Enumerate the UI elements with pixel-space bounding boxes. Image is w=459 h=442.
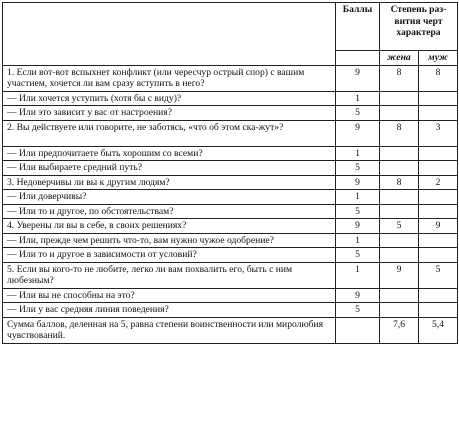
points-cell: 9 bbox=[336, 288, 380, 303]
husband-cell: 8 bbox=[419, 65, 458, 91]
wife-cell: 9 bbox=[380, 262, 419, 288]
question-cell: 5. Если вы кого-то не любите, легко ли вам похвалить его, быть с ним любезным? bbox=[3, 262, 336, 288]
points-cell: 1 bbox=[336, 262, 380, 288]
table-row bbox=[3, 204, 458, 219]
table-row bbox=[3, 65, 458, 91]
husband-cell bbox=[419, 288, 458, 303]
question-cell: — Или то и другое, по обстоятельствам? bbox=[3, 204, 336, 219]
question-cell: — Или у вас средняя линия поведения? bbox=[3, 303, 336, 318]
husband-total-cell: 5,4 bbox=[419, 317, 458, 343]
question-cell: — Или выбираете средний путь? bbox=[3, 161, 336, 176]
husband-cell bbox=[419, 204, 458, 219]
header-question-blank bbox=[3, 3, 336, 66]
husband-cell bbox=[419, 106, 458, 121]
husband-cell bbox=[419, 91, 458, 106]
points-cell: 1 bbox=[336, 233, 380, 248]
questionnaire-table bbox=[2, 2, 458, 344]
points-cell: 9 bbox=[336, 65, 380, 91]
points-cell: 5 bbox=[336, 204, 380, 219]
wife-cell bbox=[380, 233, 419, 248]
points-cell: 5 bbox=[336, 303, 380, 318]
points-cell: 5 bbox=[336, 161, 380, 176]
husband-cell bbox=[419, 233, 458, 248]
table-row bbox=[3, 262, 458, 288]
points-cell: 9 bbox=[336, 219, 380, 234]
wife-cell: 8 bbox=[380, 65, 419, 91]
points-cell: 1 bbox=[336, 146, 380, 161]
table-row bbox=[3, 175, 458, 190]
wife-cell: 8 bbox=[380, 120, 419, 146]
question-cell: 4. Уверены ли вы в себе, в своих решениях? bbox=[3, 219, 336, 234]
husband-cell bbox=[419, 190, 458, 205]
question-cell: 3. Недоверчивы ли вы к другим людям? bbox=[3, 175, 336, 190]
question-cell: — Или доверчивы? bbox=[3, 190, 336, 205]
question-cell: — Или это зависит у вас от настроения? bbox=[3, 106, 336, 121]
table-row bbox=[3, 146, 458, 161]
table-row bbox=[3, 248, 458, 263]
husband-cell bbox=[419, 303, 458, 318]
wife-cell: 8 bbox=[380, 175, 419, 190]
header-points-blank bbox=[336, 51, 380, 66]
wife-cell: 5 bbox=[380, 219, 419, 234]
wife-cell bbox=[380, 146, 419, 161]
table-row bbox=[3, 303, 458, 318]
summary-row bbox=[3, 317, 458, 343]
header-points: Баллы bbox=[336, 3, 380, 51]
wife-cell bbox=[380, 303, 419, 318]
wife-cell bbox=[380, 161, 419, 176]
wife-cell bbox=[380, 248, 419, 263]
table-row bbox=[3, 91, 458, 106]
question-cell: 1. Если вот-вот вспыхнет конфликт (или чересчур острый спор) с вашим участием, хочется ли вам сразу вступить в него? bbox=[3, 65, 336, 91]
header-degree: Степень раз-вития черт характера bbox=[380, 3, 458, 51]
points-cell: 1 bbox=[336, 190, 380, 205]
points-cell: 5 bbox=[336, 106, 380, 121]
husband-cell bbox=[419, 161, 458, 176]
wife-cell bbox=[380, 288, 419, 303]
points-cell: 1 bbox=[336, 91, 380, 106]
summary-text-cell: Сумма баллов, деленная на 5, равна степени воинственности или миролюбия чувствований. bbox=[3, 317, 336, 343]
husband-cell bbox=[419, 248, 458, 263]
table-row bbox=[3, 120, 458, 146]
husband-cell bbox=[419, 146, 458, 161]
wife-cell bbox=[380, 204, 419, 219]
question-cell: — Или вы не способны на это? bbox=[3, 288, 336, 303]
husband-cell: 9 bbox=[419, 219, 458, 234]
wife-cell bbox=[380, 190, 419, 205]
table-row bbox=[3, 233, 458, 248]
points-cell: 9 bbox=[336, 120, 380, 146]
wife-cell bbox=[380, 106, 419, 121]
table-row bbox=[3, 161, 458, 176]
question-cell: — Или хочется уступить (хотя бы с виду)? bbox=[3, 91, 336, 106]
husband-cell: 3 bbox=[419, 120, 458, 146]
points-cell bbox=[336, 317, 380, 343]
question-cell: — Или предпочитаете быть хорошим со всеми? bbox=[3, 146, 336, 161]
question-cell: — Или то и другое в зависимости от условий? bbox=[3, 248, 336, 263]
table-row bbox=[3, 190, 458, 205]
table-row bbox=[3, 288, 458, 303]
question-cell: 2. Вы действуете или говорите, не заботясь, «что об этом ска-жут»? bbox=[3, 120, 336, 146]
wife-cell bbox=[380, 91, 419, 106]
husband-cell: 5 bbox=[419, 262, 458, 288]
points-cell: 9 bbox=[336, 175, 380, 190]
wife-total-cell: 7,6 bbox=[380, 317, 419, 343]
table-row bbox=[3, 106, 458, 121]
table-row bbox=[3, 219, 458, 234]
question-cell: — Или, прежде чем решить что-то, вам нужно чужое одобрение? bbox=[3, 233, 336, 248]
header-wife: жена bbox=[380, 51, 419, 66]
header-husband: муж bbox=[419, 51, 458, 66]
points-cell: 5 bbox=[336, 248, 380, 263]
husband-cell: 2 bbox=[419, 175, 458, 190]
